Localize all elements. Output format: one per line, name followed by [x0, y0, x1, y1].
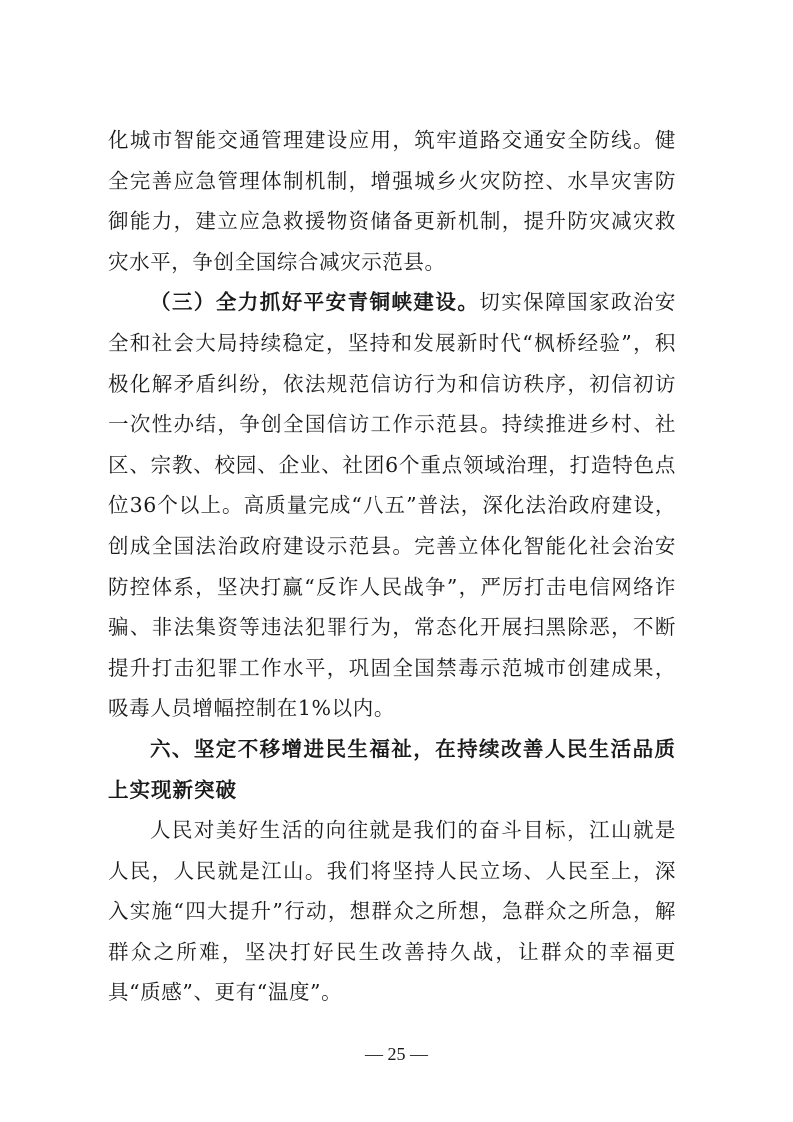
- subsection-body: 切实保障国家政治安全和社会大局持续稳定，坚持和发展新时代“枫桥经验”，积极化解矛盾纠纷，依法规范信访行为和信访秩序，初信初访一次性办结，争创全国信访工作示范县。持续推进乡村、社区、宗教、校园、企业、社团6个重点领域治理，打造特色点位36个以上。高质量完成“八五”普法，深化法治政府建设，创成全国法治政府建设示范县。完善立体化智能化社会治安防控体系，坚决打赢“反诈人民战争”，严厉打击电信网络诈骗、非法集资等违法犯罪行为，常态化开展扫黑除恶，不断提升打击犯罪工作水平，巩固全国禁毒示范城市创建成果，吸毒人员增幅控制在1%以内。: [108, 290, 676, 721]
- subsection-heading: （三）全力抓好平安青铜峡建设。: [150, 290, 480, 315]
- paragraph-disaster-prevention: 化城市智能交通管理建设应用，筑牢道路交通安全防线。健全完善应急管理体制机制，增强城乡火灾防控、水旱灾害防御能力，建立应急救援物资储备更新机制，提升防灾减灾救灾水平，争创全国综合减灾示范县。: [108, 128, 676, 274]
- page-number: — 25 —: [365, 1044, 428, 1064]
- paragraph-safe-qingtongxia: [108, 282, 676, 729]
- document-body: [108, 120, 676, 1013]
- paragraph-people-wellbeing: 人民对美好生活的向往就是我们的奋斗目标，江山就是人民，人民就是江山。我们将坚持人民立场、人民至上，深入实施“四大提升”行动，想群众之所想，急群众之所急，解群众之所难，坚决打好民生改善持久战，让群众的幸福更具“质感”、更有“温度”。: [108, 818, 676, 1005]
- section-heading-six: 六、坚定不移增进民生福祉，在持续改善人民生活品质上实现新突破: [108, 736, 676, 802]
